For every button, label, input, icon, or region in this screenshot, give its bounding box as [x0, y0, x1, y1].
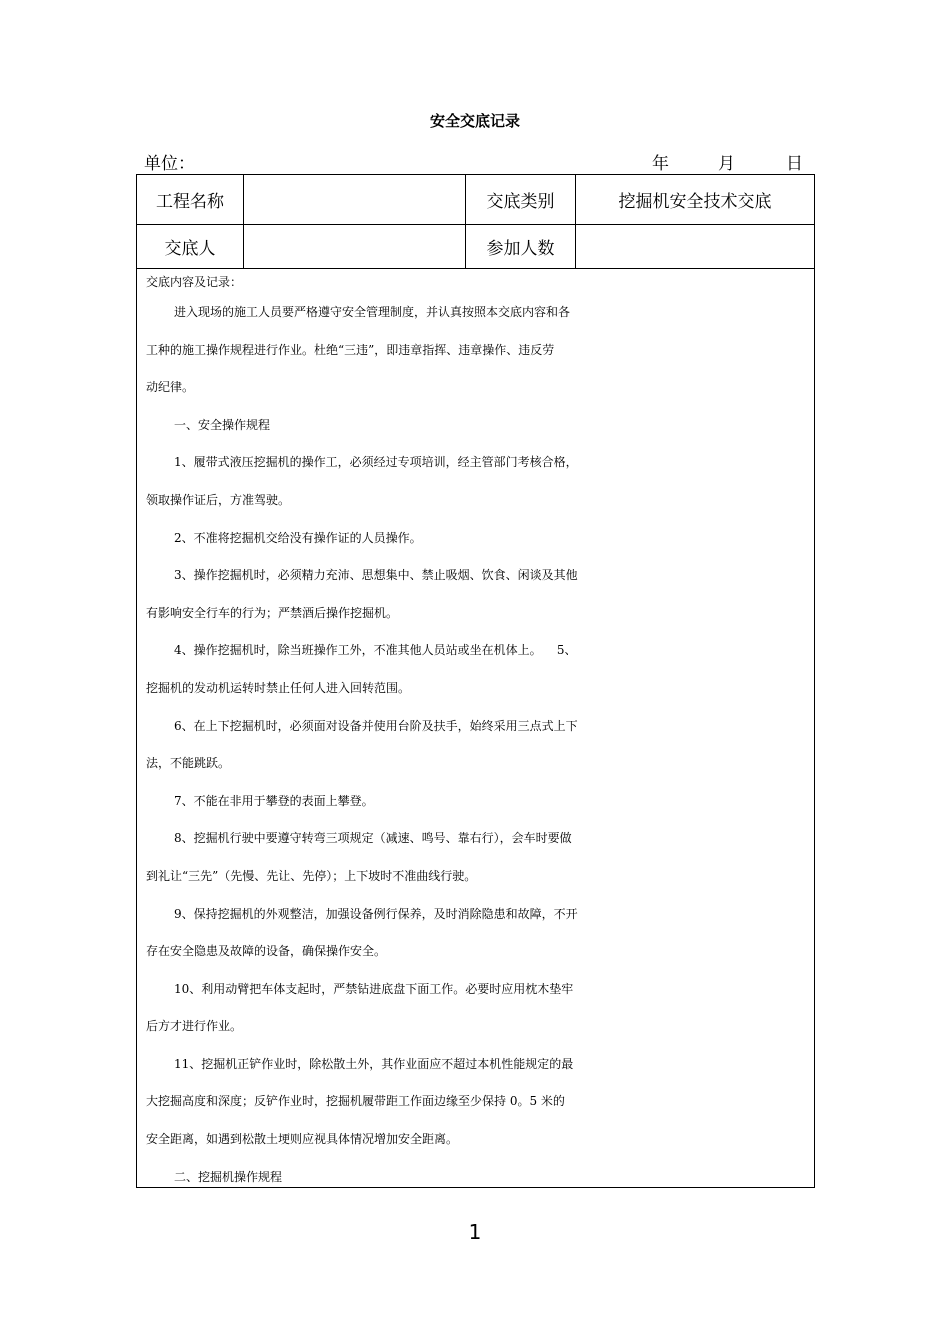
content-line: 3、操作挖掘机时，必须精力充沛、思想集中、禁止吸烟、饮食、闲谈及其他	[174, 568, 578, 583]
content-line: 有影响安全行车的行为；严禁酒后操作挖掘机。	[146, 605, 399, 620]
content-line: 挖掘机的发动机运转时禁止任何人进入回转范围。	[146, 680, 411, 695]
presenter-value	[244, 225, 465, 268]
date-month-label: 月	[718, 154, 735, 174]
date-year-label: 年	[652, 154, 669, 174]
page-number: 1	[468, 1220, 482, 1244]
content-heading: 交底内容及记录：	[146, 275, 243, 289]
presenter-label: 交底人	[164, 239, 216, 259]
section-heading: 二、挖掘机操作规程	[174, 1169, 283, 1184]
content-line: 2、不准将挖掘机交给没有操作证的人员操作。	[174, 530, 422, 545]
content-line: 6、在上下挖掘机时，必须面对设备并使用台阶及扶手，始终采用三点式上下	[174, 718, 578, 733]
content-line: 7、不能在非用于攀登的表面上攀登。	[174, 793, 374, 808]
category-value: 挖掘机安全技术交底	[618, 192, 772, 212]
content-line: 11、挖掘机正铲作业时，除松散土外，其作业面应不超过本机性能规定的最	[174, 1056, 574, 1071]
content-line: 8、挖掘机行驶中要遵守转弯三项规定（减速、鸣号、靠右行），会车时要做	[174, 831, 572, 846]
unit-label: 单位：	[144, 154, 195, 174]
category-label: 交底类别	[486, 192, 555, 212]
content-line: 进入现场的施工人员要严格遵守安全管理制度，并认真按照本交底内容和各	[174, 305, 571, 319]
section-heading: 一、安全操作规程	[174, 417, 271, 432]
participants-value	[576, 225, 814, 268]
content-line: 4、操作挖掘机时，除当班操作工外，不准其他人员站或坐在机体上。 5、	[174, 643, 577, 658]
record-content	[146, 270, 818, 1196]
content-line: 大挖掘高度和深度；反铲作业时，挖掘机履带距工作面边缘至少保持 0。5 米的	[146, 1094, 565, 1109]
content-line: 10、利用动臂把车体支起时，严禁钻进底盘下面工作。必要时应用枕木垫牢	[174, 981, 574, 996]
content-line: 动纪律。	[146, 380, 195, 395]
participants-label: 参加人数	[486, 239, 555, 259]
table-divider	[137, 268, 814, 269]
document-title: 安全交底记录	[429, 112, 520, 130]
content-line: 安全距离，如遇到松散土埂则应视具体情况增加安全距离。	[146, 1132, 459, 1147]
content-line: 后方才进行作业。	[146, 1019, 243, 1034]
content-line: 存在安全隐患及故障的设备，确保操作安全。	[146, 944, 387, 959]
project-name-value	[244, 175, 465, 224]
project-name-label: 工程名称	[156, 192, 224, 212]
content-line: 9、保持挖掘机的外观整洁，加强设备例行保养，及时消除隐患和故障，不开	[174, 906, 578, 921]
content-line: 领取操作证后，方准驾驶。	[146, 492, 291, 507]
content-line: 到礼让“三先”（先慢、先让、先停）；上下坡时不准曲线行驶。	[146, 868, 477, 883]
content-line: 1、履带式液压挖掘机的操作工，必须经过专项培训，经主管部门考核合格，	[174, 455, 578, 470]
content-line: 工种的施工操作规程进行作业。杜绝“三违”，即违章指挥、违章操作、违反劳	[146, 342, 555, 357]
unit-date-row	[144, 149, 814, 173]
content-line: 法，不能跳跃。	[146, 756, 231, 771]
date-day-label: 日	[786, 154, 803, 174]
